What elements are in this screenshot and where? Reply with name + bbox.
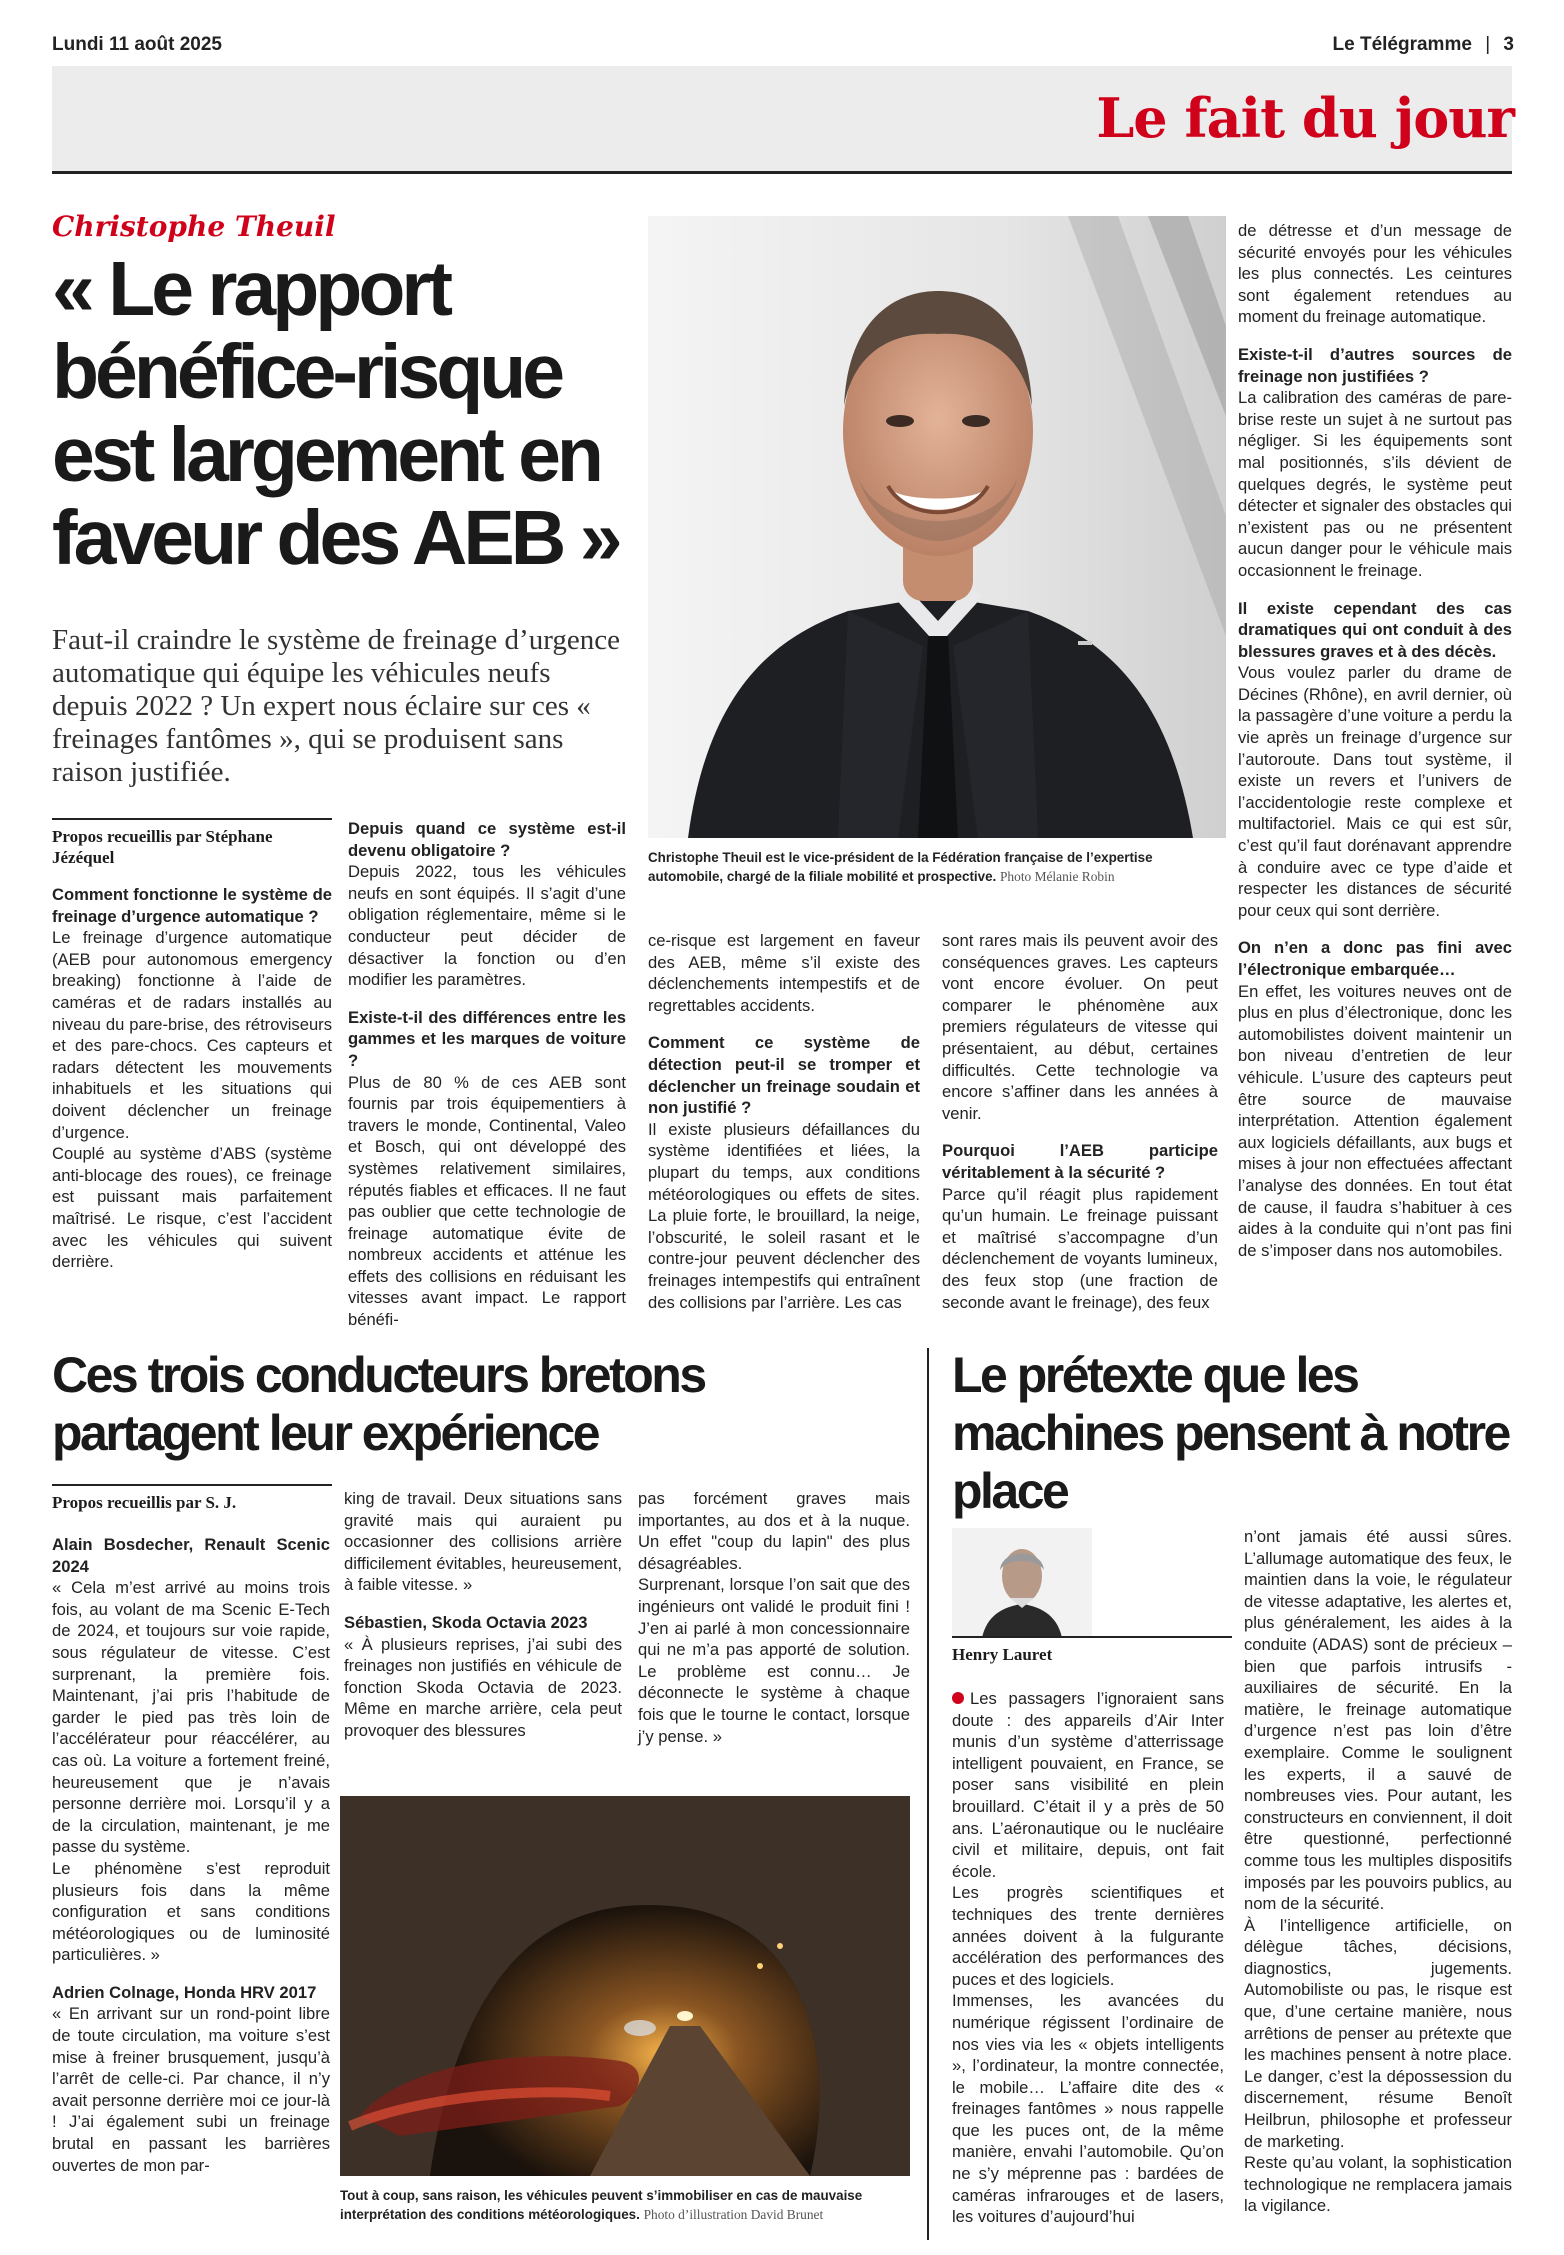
question: Pourquoi l’AEB participe véritablement à la sécurité ?	[942, 1141, 1218, 1182]
tunnel-caption	[340, 2186, 914, 2224]
paragraph: La calibration des caméras de pare-brise reste un sujet à ne surtout pas négliger. Si les équipements sont mal positionnés, s’ils dévient de quelques degrés, le système peut détecter et signaler des obstacles qui n’existent pas ou ne présentent aucun danger pour le véhicule mais occasionnent le freinage.	[1238, 388, 1512, 580]
portrait-image	[648, 216, 1226, 838]
issue-date: Lundi 11 août 2025	[52, 34, 222, 55]
paragraph: Les passagers l’ignoraient sans doute : des appareils d’Air Inter munis d’un système d’atterrissage intelligent pouvaient, en France, se poser sans visibilité en plein brouillard. C’était il y a près de 50 ans. L’aéronautique ou le nucléaire civil et militaire, depuis, ont fait école.	[952, 1689, 1224, 1881]
article-standfirst: Faut-il craindre le système de freinage d’urgence automatique qui équipe les véhicules neufs depuis 2022 ? Un expert nous éclaire sur ces « freinages fantômes », qui se produisent sans raison justifiée.	[52, 624, 620, 788]
paragraph: « À plusieurs reprises, j’ai subi des freinages non justifiés en véhicule de fonction Skoda Octavia de 2023. Même en marche arrière, cela peut provoquer des blessures	[344, 1634, 622, 1740]
paragraph: Il existe plusieurs défaillances du système identifiées et liées, la plupart du temps, aux conditions météorologiques ou effets de sites. La pluie forte, le brouillard, la neige, l’obscurité, le soleil rasant et le contre-jour peuvent déclencher des freinages intempestifs qui entraînent des collisions par l’arrière. Les cas	[648, 1119, 920, 1312]
section-rubric: Le fait du jour	[1096, 86, 1514, 150]
editorial-divider	[927, 1348, 929, 2240]
paragraph: Le freinage d’urgence automatique (AEB pour autonomous emergency breaking) fonctionne à l’aide de caméras et de radars installés au niveau du pare-brise, des rétroviseurs et des pare-chocs. Ces capteurs et radars détectent les mouvements inhabituels et les situations qui doivent déclencher un freinage d’urgence.	[52, 928, 332, 1142]
interview-column-2	[348, 818, 626, 1331]
article-byline: Propos recueillis par Stéphane Jézéquel	[52, 818, 332, 868]
paragraph: sont rares mais ils peuvent avoir des conséquences graves. Les capteurs vont encore évoluer. On peut comparer le phénomène aux premiers régulateurs de vitesse qui présentaient, au début, certaines difficultés. Cette technologie va encore s’affiner dans les années à venir.	[942, 931, 1218, 1123]
portrait-caption	[648, 848, 1220, 886]
paragraph: Plus de 80 % de ces AEB sont fournis par trois équipementiers à travers le monde, Continental, Valeo et Bosch, qui ont développé des systèmes relativement similaires, réputés fiables et efficaces. Il ne faut pas oublier que cette technologie de freinage automatique évite de nombreux accidents et atténue les effets des collisions en réduisant les vitesses avant impact. Le rapport bénéfi-	[348, 1072, 626, 1330]
author-portrait	[952, 1528, 1092, 1638]
paragraph: « En arrivant sur un rond-point libre de toute circulation, ma voiture s’est mise à freiner brusquement, jusqu’à l’arrêt de celle-ci. Par chance, il n’y avait personne derrière moi ce jour-là ! J’ai également subi un freinage brutal en passant les barrières ouvertes de mon par-	[52, 2004, 330, 2175]
paragraph: Reste qu’au volant, la sophistication technologique ne remplacera jamais la vigilance.	[1244, 2153, 1512, 2216]
editorial-author: Henry Lauret	[952, 1636, 1232, 1665]
paragraph: de détresse et d’un message de sécurité envoyés pour les véhicules les plus connectés. Les ceintures sont également retendues au moment du freinage automatique.	[1238, 221, 1512, 327]
article-headline: « Le rapport bénéfice-risque est largement en faveur des AEB »	[52, 246, 619, 581]
bullet-icon	[952, 1692, 964, 1704]
drivers-column-2	[344, 1488, 622, 1742]
question: Il existe cependant des cas dramatiques qui ont conduit à des blessures graves et à des décès.	[1238, 598, 1512, 661]
question: Existe-t-il des différences entre les gammes et les marques de voiture ?	[348, 1007, 626, 1070]
portrait-caption-text: Christophe Theuil est le vice-président de la Fédération française de l’expertise automobile, chargé de la filiale mobilité et prospective.	[648, 850, 1153, 884]
drivers-headline: Ces trois conducteurs bretons partagent leur expérience	[52, 1347, 705, 1461]
question: Sébastien, Skoda Octavia 2023	[344, 1612, 588, 1632]
paragraph: ce-risque est largement en faveur des AEB, même s’il existe des déclenchements intempestifs et de regrettables accidents.	[648, 931, 920, 1015]
tunnel-photo	[340, 1796, 910, 2176]
author-photo	[952, 1528, 1092, 1638]
question: Existe-t-il d’autres sources de freinage non justifiées ?	[1238, 344, 1512, 386]
paragraph: Immenses, les avancées du numérique régissent l’ordinaire de nos vies via les « objets intelligents », l’ordinateur, la montre connectée, le mobile… L’affaire dite des « freinages fantômes » nous rappelle que les puces ont, de la même manière, envahi l’automobile. Qu’on ne s’y méprenne pas : bardées de caméras infrarouges et de lasers, les voitures d’aujourd’hui	[952, 1991, 1224, 2227]
paragraph: Couplé au système d’ABS (système anti-blocage des roues), ce freinage est puissant mais parfaitement maîtrisé. Le risque, c’est l’accident avec les véhicules qui suivent derrière.	[52, 1144, 332, 1272]
paragraph: pas forcément graves mais importantes, au dos et à la nuque. Un effet "coup du lapin" des plus désagréables.	[638, 1489, 910, 1573]
paragraph: Depuis 2022, tous les véhicules neufs en sont équipés. Il s’agit d’une obligation réglementaire, même si le conducteur peut décider de désactiver la fonction ou d’en modifier les paramètres.	[348, 862, 626, 990]
question: Adrien Colnage, Honda HRV 2017	[52, 1982, 317, 2002]
interview-column-3	[648, 930, 920, 1313]
editorial-column-2	[1244, 1526, 1512, 2217]
paragraph: Surprenant, lorsque l’on sait que des ingénieurs ont validé le produit fini ! J’en ai parlé à mon concessionnaire qui ne m’a pas apporté de solution. Le problème est connu… Je déconnecte le système à chaque fois que le tourne le contact, lorsque j’y pense. »	[638, 1575, 910, 1746]
tunnel-photo-credit: Photo d’illustration David Brunet	[643, 2207, 824, 2222]
paragraph: n’ont jamais été aussi sûres. L’allumage automatique des feux, le maintien dans la voie, le régulateur de vitesse adaptative, les alertes et, plus généralement, les aides à la conduite (ADAS) sont de précieux – bien que parfois intrusifs - auxiliaires de sécurité. En la matière, le freinage automatique d’urgence n’est pas loin d’être exemplaire. Comme le soulignent les experts, il a sauvé de nombreuses vies. Pour autant, les constructeurs en conviennent, il doit être questionné, perfectionné comme tous les multiples dispositifs imposés par les pouvoirs publics, au nom de la sécurité.	[1244, 1527, 1512, 1914]
paragraph: À l’intelligence artificielle, on délègue tâches, décisions, diagnostics, jugements. Automobiliste ou pas, le risque est que, d’une certaine manière, nous arrêtions de penser au prétexte que les machines pensent à notre place. Le danger, c’est la dépossession du discernement, résume Benoît Heilbrun, philosophe et professeur de marketing.	[1244, 1915, 1512, 2151]
editorial-headline: Le prétexte que les machines pensent à notre place	[952, 1347, 1509, 1519]
drivers-byline: Propos recueillis par S. J.	[52, 1484, 332, 1513]
question: Comment fonctionne le système de freinage d’urgence automatique ?	[52, 885, 332, 926]
paragraph: En effet, les voitures neuves ont de plus en plus d’électronique, donc les automobilistes doivent maintenir un bon niveau d’entretien de leur véhicule. L’usure des capteurs peut être source de mauvaise interprétation. Attention également aux logiciels défaillants, aux bugs et mises à jour non effectuées affectant l’analyse des données. En tout état de cause, il faudra s’habituer à ces aides à la conduite qui n’ont pas fini de s’imposer dans nos automobiles.	[1238, 981, 1512, 1260]
interview-column-1	[52, 884, 332, 1273]
tunnel-image	[340, 1796, 910, 2176]
question: Depuis quand ce système est-il devenu obligatoire ?	[348, 819, 626, 860]
question: On n’en a donc pas fini avec l’électronique embarquée…	[1238, 938, 1512, 979]
interview-column-5	[1238, 220, 1512, 1261]
article-kicker: Christophe Theuil	[52, 210, 336, 243]
newspaper-name: Le Télégramme	[1332, 34, 1472, 55]
paragraph: Les progrès scientifiques et techniques des trente dernières années doivent à la fulgurante accélération des performances des puces et des logiciels.	[952, 1883, 1224, 1989]
interview-column-4	[942, 930, 1218, 1313]
folio: Le Télégramme | 3	[1332, 34, 1514, 55]
portrait-photo-credit: Photo Mélanie Robin	[999, 869, 1115, 884]
paragraph: Parce qu’il réagit plus rapidement qu’un humain. Le freinage puissant et maîtrisé s’accompagne d’un déclenchement de voyants lumineux, des feux stop (une fraction de seconde avant le freinage), des feux	[942, 1184, 1218, 1312]
paragraph: Vous voulez parler du drame de Décines (Rhône), en avril dernier, où la passagère d’une voiture a perdu la vie après un freinage d’urgence sur l’autoroute. Dans tout système, il existe un revers et l’univers de l’accidentologie reste complexe et multifactoriel. Mais ce qui est sûr, c’est qu’il faut dorénavant apprendre à conduire avec ce type d’aide et respecter les distances de sécurité pour ceux qui sont derrière.	[1238, 663, 1512, 920]
drivers-column-1	[52, 1534, 330, 2176]
question: Comment ce système de détection peut-il se tromper et déclencher un freinage soudain et non justifié ?	[648, 1033, 920, 1118]
editorial-column-1	[952, 1688, 1224, 2228]
paragraph: king de travail. Deux situations sans gravité mais qui auraient pu occasionner des collisions arrière difficilement évitables, heureusement, à faible vitesse. »	[344, 1489, 622, 1595]
portrait-photo	[648, 216, 1226, 838]
page-number: 3	[1503, 34, 1514, 55]
question: Alain Bosdecher, Renault Scenic 2024	[52, 1535, 330, 1576]
paragraph: « Cela m’est arrivé au moins trois fois, au volant de ma Scenic E-Tech de 2024, et toujours sur voie rapide, sous régulateur de vitesse. C’est surprenant, la première fois. Maintenant, j’ai pris l’habitude de garder le pied pas très loin de l’accélérateur pour réaccélérer, au cas où. La voiture a fortement freiné, heureusement que je n’avais personne derrière moi. Lorsqu’il y a de la circulation, maintenant, je me passe du système.	[52, 1578, 330, 1857]
paragraph: Le phénomène s’est reproduit plusieurs fois dans la même configuration et sans conditions météorologiques ou de luminosité particulières. »	[52, 1858, 330, 1965]
tunnel-caption-text: Tout à coup, sans raison, les véhicules peuvent s’immobiliser en cas de mauvaise interprétation des conditions météorologiques.	[340, 2188, 863, 2222]
drivers-column-3	[638, 1488, 910, 1747]
